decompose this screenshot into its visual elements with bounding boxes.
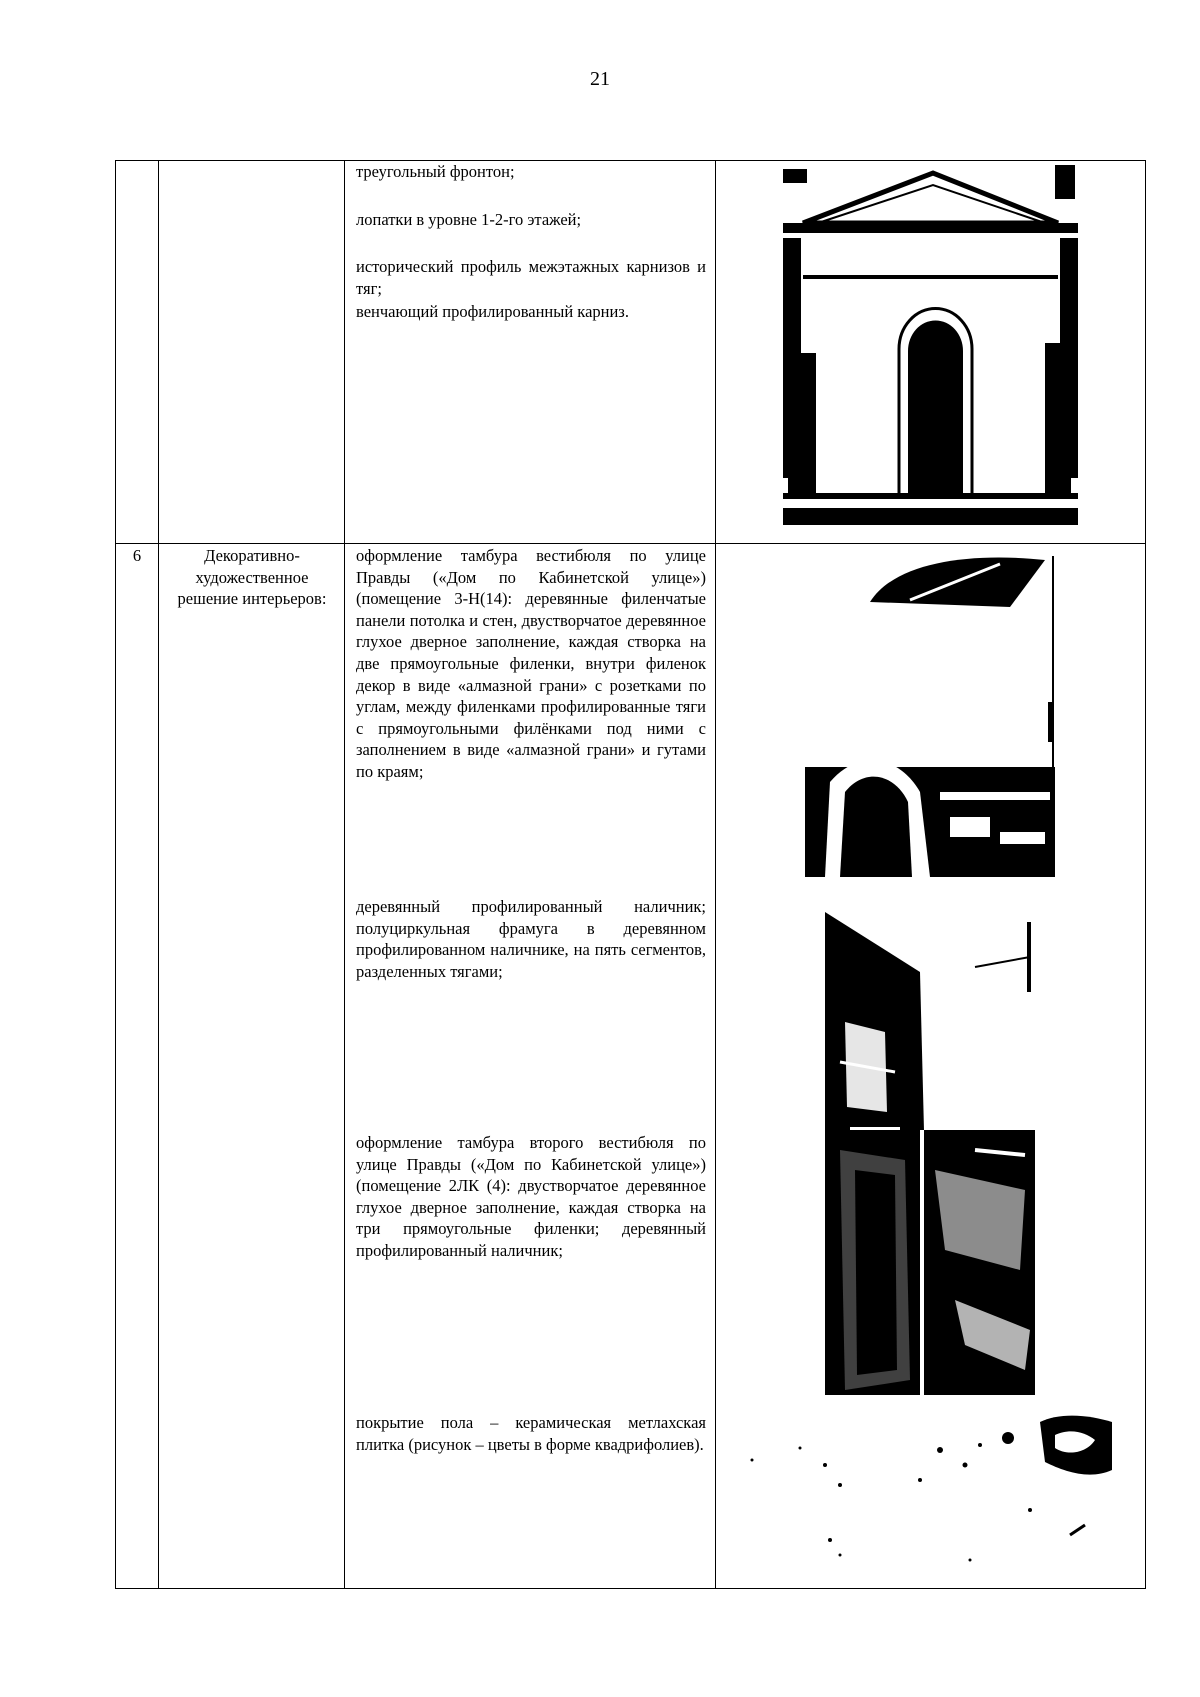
list-item: лопатки в уровне 1-2-го этажей;: [356, 210, 582, 229]
floor-tile-photo: [740, 1410, 1120, 1575]
column-divider: [344, 160, 345, 1589]
column-divider: [715, 160, 716, 1589]
second-vestibule-photo: [825, 1130, 1035, 1395]
list-item: треугольный фронтон;: [356, 162, 515, 181]
section-title: Декоративно-художественное решение интерьеров:: [177, 546, 327, 609]
list-item: оформление тамбура вестибюля по улице Правды («Дом по Кабинетской улице») (помещение 3-Н(14): деревянные филенчатые панели потолка и стен, двустворчатое деревянное глухое дверное заполнение, каждая створка на две прямоугольные филенки, внутри филенок декор в виде «алмазной грани» с розетками по углам, между филенками профилированные тяги с прямоугольными филёнками под ними с заполнением в виде «алмазной грани» и гутами по краям;: [356, 546, 706, 781]
facade-photo: [783, 163, 1078, 525]
list-item: деревянный профилированный наличник; полуциркульная фрамуга в деревянном профилированном наличнике, на пять сегментов, разделенных тягами;: [356, 897, 706, 981]
column-divider: [158, 160, 159, 1589]
list-item: исторический профиль межэтажных карнизов и тяг;: [356, 257, 706, 298]
vestibule-photo: [800, 542, 1060, 877]
list-item: венчающий профилированный карниз.: [356, 302, 629, 321]
page-number: 21: [590, 68, 610, 90]
list-item: покрытие пола – керамическая метлахская плитка (рисунок – цветы в форме квадрифолиев).: [356, 1413, 706, 1454]
row-number: 6: [132, 546, 142, 565]
list-item: оформление тамбура второго вестибюля по улице Правды («Дом по Кабинетской улице») (помещение 2ЛК (4): двустворчатое деревянное глухое дверное заполнение, каждая створка на три прямоугольные филенки; деревянный профилированный наличник;: [356, 1133, 706, 1260]
